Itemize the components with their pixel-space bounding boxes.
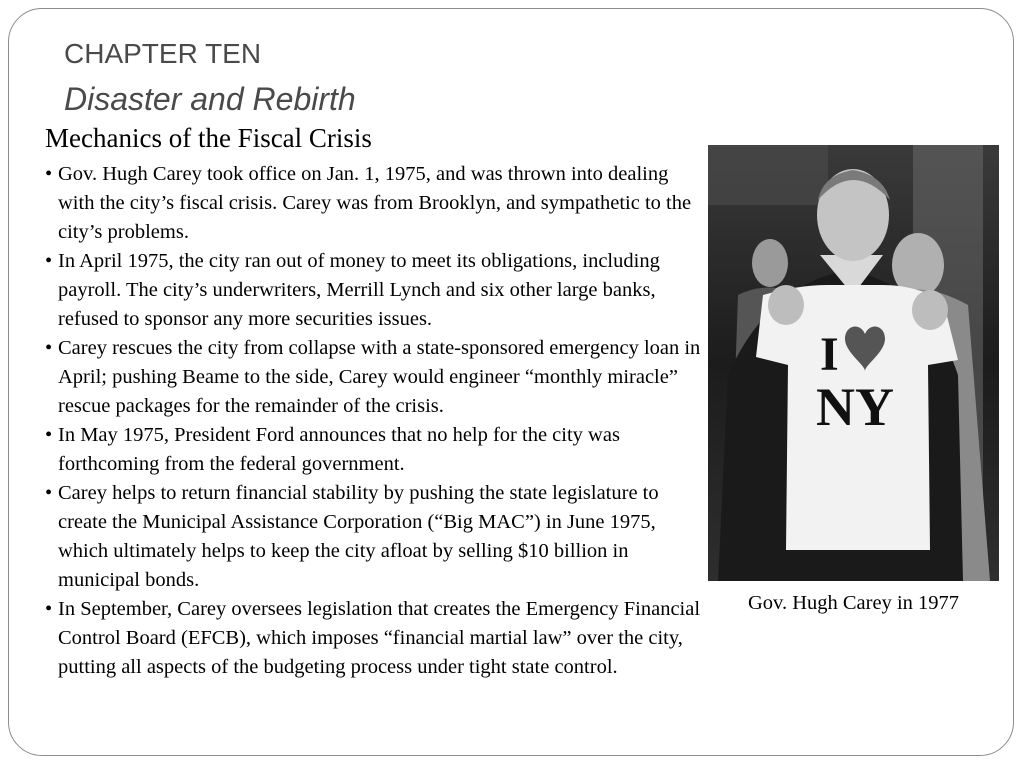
bullet-text: In May 1975, President Ford announces that no help for the city was forthcoming from the federal government. — [58, 424, 620, 475]
bullet-item — [45, 334, 705, 421]
bullet-marker: • — [45, 598, 53, 620]
bullet-text: Gov. Hugh Carey took office on Jan. 1, 1975, and was thrown into dealing with the city’s fiscal crisis. Carey was from Brooklyn, and sympathetic to the city’s problems. — [58, 163, 692, 243]
bullet-text: In September, Carey oversees legislation that creates the Emergency Financial Control Board (EFCB), which imposes “financial martial law” over the city, putting all aspects of the budgeting process under tight state control. — [58, 598, 701, 678]
photo-illustration — [708, 145, 999, 581]
bullet-item — [45, 247, 705, 334]
shirt-text-i: I — [820, 328, 839, 381]
governor-photo — [708, 145, 999, 581]
bullet-marker: • — [45, 424, 53, 446]
chapter-title: CHAPTER TEN — [64, 38, 262, 69]
bullet-item — [45, 160, 705, 247]
bullet-item — [45, 421, 705, 479]
bullet-marker: • — [45, 482, 53, 504]
bullet-text: In April 1975, the city ran out of money to meet its obligations, including payroll. The city’s underwriters, Merrill Lynch and six other large banks, refused to sponsor any more securities issues. — [58, 250, 660, 330]
bullet-item — [45, 479, 705, 595]
bullet-item — [45, 595, 705, 682]
bullet-list — [45, 160, 705, 682]
bullet-marker: • — [45, 250, 53, 272]
bullet-marker: • — [45, 337, 53, 359]
bullet-text: Carey rescues the city from collapse with a state-sponsored emergency loan in April; pushing Beame to the side, Carey would engineer “monthly miracle” rescue packages for the remainder of the crisis. — [58, 337, 701, 417]
shirt-text-ny: NY — [816, 377, 894, 437]
section-heading: Mechanics of the Fiscal Crisis — [45, 123, 372, 153]
chapter-subtitle: Disaster and Rebirth — [64, 81, 356, 117]
bullet-marker: • — [45, 163, 53, 185]
photo-caption: Gov. Hugh Carey in 1977 — [747, 592, 960, 614]
bullet-text: Carey helps to return financial stability by pushing the state legislature to create the Municipal Assistance Corporation (“Big MAC”) in June 1975, which ultimately helps to keep the city afloat by selling $10 billion in municipal bonds. — [58, 482, 659, 591]
